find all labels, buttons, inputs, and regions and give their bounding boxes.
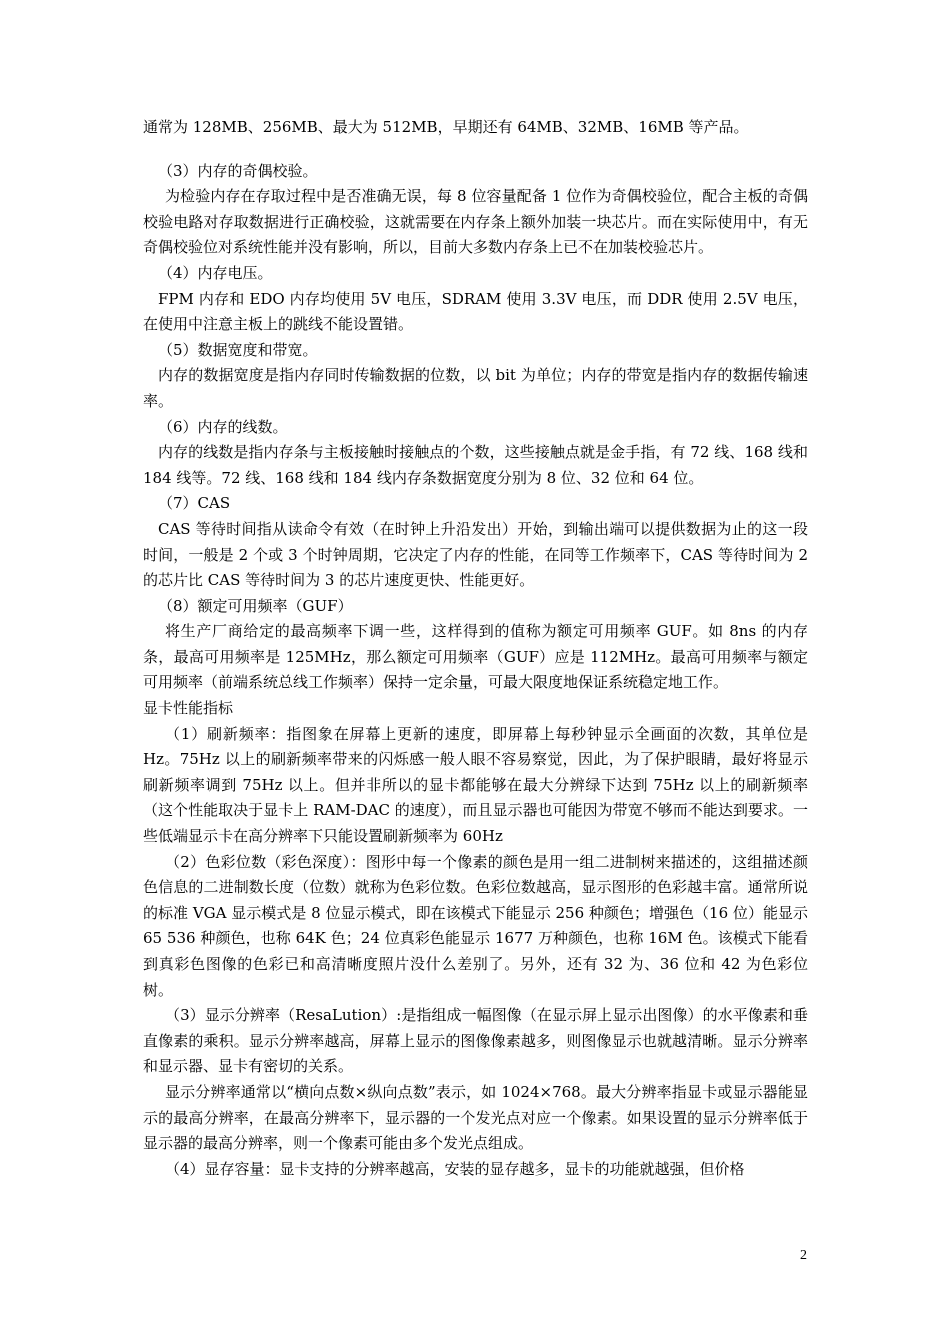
paragraph-resolution: （3）显示分辨率（ResaLution）:是指组成一幅图像（在显示屏上显示出图像）的水平像素和垂直像素的乘积。显示分辨率越高，屏幕上显示的图像像素越多，则图像显示也就越清晰。显示分辨率和显示器、显卡有密切的关系。 [143, 1006, 808, 1076]
paragraph-color-depth: （2）色彩位数（彩色深度）：图形中每一个像素的颜色是用一组二进制树来描述的，这组描述颜色信息的二进制数长度（位数）就称为色彩位数。色彩位数越高，显示图形的色彩越丰富。通常所说的标准 VGA 显示模式是 8 位显示模式，即在该模式下能显示 256 种颜色；增强色（16 位）能显示 65 536 种颜色，也称 64K 色；24 位真彩色能显示 1677 万种颜色，也称 16M 色。该模式下能看到真彩色图像的色彩已和高清晰度照片没什么差别了。另外，还有 32 为、36 位和 42 为色彩位树。 [143, 852, 808, 999]
paragraph-refresh-rate: （1）刷新频率：指图象在屏幕上更新的速度，即屏幕上每秒钟显示全画面的次数，其单位是 Hz。75Hz 以上的刷新频率带来的闪烁感一般人眼不容易察觉，因此，为了保护眼睛，最好将显示刷新频率调到 75Hz 以上。但并非所以的显卡都能够在最大分辨绿下达到 75Hz 以上的刷新频率（这个性能取决于显卡上 RAM-DAC 的速度），而且显示器也可能因为带宽不够而不能达到要求。一些低端显示卡在高分辨率下只能设置刷新频率为 60Hz [143, 724, 808, 846]
paragraph-parity-check: 为检验内存在存取过程中是否准确无误，每 8 位容量配备 1 位作为奇偶校验位，配合主板的奇偶校验电路对存取数据进行正确校验，这就需要在内存条上额外加装一块芯片。而在实际使用中，有无奇偶校验位对系统性能并没有影响，所以，目前大多数内存条上已不在加装校验芯片。 [143, 187, 808, 257]
heading-memory-voltage: （4）内存电压。 [158, 263, 273, 282]
paragraph-memory-voltage: FPM 内存和 EDO 内存均使用 5V 电压，SDRAM 使用 3.3V 电压，而 DDR 使用 2.5V 电压，在使用中注意主板上的跳线不能设置错。 [143, 289, 808, 334]
heading-parity-check: （3）内存的奇偶校验。 [158, 161, 318, 180]
spacer [143, 141, 808, 159]
paragraph-resolution-format: 显示分辨率通常以“横向点数×纵向点数”表示，如 1024×768。最大分辨率指显卡或显示器能显示的最高分辨率，在最高分辨率下，显示器的一个发光点对应一个像素。如果设置的显示分辨率低于显示器的最高分辨率，则一个像素可能由多个发光点组成。 [143, 1082, 808, 1153]
heading-data-width: （5）数据宽度和带宽。 [158, 340, 318, 359]
paragraph-memory-capacity: 通常为 128MB、256MB、最大为 512MB，早期还有 64MB、32MB、16MB 等产品。 [143, 118, 749, 136]
heading-guf: （8）额定可用频率（GUF） [158, 596, 353, 615]
page-number: 2 [800, 1248, 807, 1263]
document-body [143, 115, 808, 1182]
heading-memory-pins: （6）内存的线数。 [158, 417, 288, 436]
paragraph-vram-capacity: （4）显存容量：显卡支持的分辨率越高，安装的显存越多，显卡的功能就越强，但价格 [165, 1159, 745, 1178]
heading-cas: （7）CAS [158, 494, 231, 513]
paragraph-guf: 将生产厂商给定的最高频率下调一些，这样得到的值称为额定可用频率 GUF。如 8ns 的内存条，最高可用频率是 125MHz，那么额定可用频率（GUF）应是 112MHz。最高可用频率与额定可用频率（前端系统总线工作频率）保持一定余量，可最大限度地保证系统稳定地工作。 [143, 622, 808, 692]
paragraph-data-width: 内存的数据宽度是指内存同时传输数据的位数，以 bit 为单位；内存的带宽是指内存的数据传输速率。 [143, 366, 808, 410]
paragraph-cas: CAS 等待时间指从读命令有效（在时钟上升沿发出）开始，到输出端可以提供数据为止的这一段时间，一般是 2 个或 3 个时钟周期，它决定了内存的性能，在同等工作频率下，CAS 等待时间为 2 的芯片比 CAS 等待时间为 3 的芯片速度更快、性能更好。 [143, 519, 808, 590]
section-title-graphics-card: 显卡性能指标 [143, 699, 234, 718]
paragraph-memory-pins: 内存的线数是指内存条与主板接触时接触点的个数，这些接触点就是金手指，有 72 线、168 线和 184 线等。72 线、168 线和 184 线内存条数据宽度分别为 8 位、32 位和 64 位。 [143, 443, 808, 487]
